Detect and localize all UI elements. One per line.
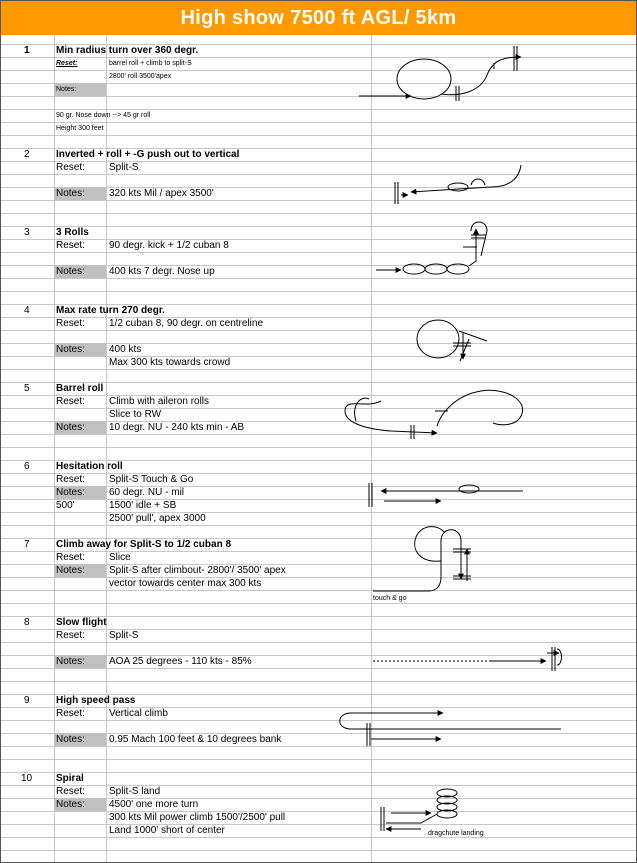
notes-value: 10 degr. NU - 240 kts min - AB xyxy=(109,422,245,433)
reset-value: Split-S land xyxy=(109,786,161,797)
reset-value: Split-S xyxy=(109,162,139,173)
reset-value: Slice xyxy=(109,552,131,563)
notes-label: Notes: xyxy=(56,565,85,576)
maneuver-name: Barrel roll xyxy=(56,383,104,394)
notes-value: 60 degr. NU - mil xyxy=(109,487,185,498)
reset-label: Reset: xyxy=(56,318,85,329)
extra-note: Height 300 feet xyxy=(56,125,104,132)
reset-value: 90 degr. kick + 1/2 cuban 8 xyxy=(109,240,229,251)
reset-label: Reset: xyxy=(56,60,78,67)
maneuver-number: 1 xyxy=(24,45,30,56)
diagram-label: touch & go xyxy=(373,595,407,602)
notes-label: Notes: xyxy=(56,734,85,745)
notes-value: 4500' one more turn xyxy=(109,799,199,810)
reset-value: Split-S xyxy=(109,630,139,641)
reset-label: Reset: xyxy=(56,630,85,641)
maneuver-number: 5 xyxy=(24,383,30,394)
sheet-title: High show 7500 ft AGL/ 5km xyxy=(1,1,636,35)
reset-value: barrel roll + climb to split-S xyxy=(109,60,192,67)
maneuver-name: Max rate turn 270 degr. xyxy=(56,305,165,316)
notes-value: 400 kts 7 degr. Nose up xyxy=(109,266,215,277)
notes-value-3: 2500' pull', apex 3000 xyxy=(109,513,206,524)
reset-value: 1/2 cuban 8, 90 degr. on centreline xyxy=(109,318,264,329)
reset-label: Reset: xyxy=(56,396,85,407)
reset-label: Reset: xyxy=(56,708,85,719)
maneuver-number: 3 xyxy=(24,227,30,238)
notes-value-2: Max 300 kts towards crowd xyxy=(109,357,231,368)
reset-value-2: 2800' roll 3500'apex xyxy=(109,73,172,80)
maneuver-number: 8 xyxy=(24,617,30,628)
notes-value-2: 300 kts Mil power climb 1500'/2500' pull xyxy=(109,812,286,823)
maneuver-name: Inverted + roll + -G push out to vertical xyxy=(56,149,240,160)
reset-value: Split-S Touch & Go xyxy=(109,474,194,485)
maneuver-number: 2 xyxy=(24,149,30,160)
notes-value: 400 kts xyxy=(109,344,142,355)
maneuver-number: 10 xyxy=(21,773,33,784)
notes-value: AOA 25 degrees - 110 kts - 85% xyxy=(109,656,252,667)
reset-value: Vertical climb xyxy=(109,708,168,719)
reset-label: Reset: xyxy=(56,474,85,485)
maneuver-name: Spiral xyxy=(56,773,84,784)
notes-value-3: Land 1000' short of center xyxy=(109,825,225,836)
notes-label: Notes: xyxy=(56,266,85,277)
maneuver-number: 9 xyxy=(24,695,30,706)
diagram-label: dragchute landing xyxy=(428,830,484,837)
notes-label: Notes: xyxy=(56,487,85,498)
reset-label: Reset: xyxy=(56,162,85,173)
reset-value: Climb with aileron rolls xyxy=(109,396,210,407)
extra-note: 90 gr. Nose down --> 45 gr roll xyxy=(56,112,151,119)
notes-label: Notes: xyxy=(56,188,85,199)
reset-label: Reset: xyxy=(56,240,85,251)
notes-value: 0.95 Mach 100 feet & 10 degrees bank xyxy=(109,734,282,745)
maneuver-name: Hesitation roll xyxy=(56,461,123,472)
maneuver-name: Min radius turn over 360 degr. xyxy=(56,45,199,56)
reset-value-2: Slice to RW xyxy=(109,409,162,420)
maneuver-name: 3 Rolls xyxy=(56,227,89,238)
maneuver-name: Slow flight xyxy=(56,617,107,628)
maneuver-name: High speed pass xyxy=(56,695,136,706)
notes-label: Notes: xyxy=(56,656,85,667)
maneuver-number: 4 xyxy=(24,305,30,316)
notes-value-2: 1500' idle + SB xyxy=(109,500,177,511)
notes-label: Notes: xyxy=(56,422,85,433)
notes-value: 320 kts Mil / apex 3500' xyxy=(109,188,214,199)
notes-label: Notes: xyxy=(56,86,77,93)
notes-label: Notes: xyxy=(56,344,85,355)
reset-label: Reset: xyxy=(56,786,85,797)
side-label: 500' xyxy=(56,500,75,511)
maneuver-grid xyxy=(1,35,636,863)
notes-value-2: vector towards center max 300 kts xyxy=(109,578,262,589)
maneuver-name: Climb away for Split-S to 1/2 cuban 8 xyxy=(56,539,232,550)
reset-label: Reset: xyxy=(56,552,85,563)
notes-value: Split-S after climbout- 2800'/ 3500' apex xyxy=(109,565,286,576)
maneuver-number: 6 xyxy=(24,461,30,472)
notes-label: Notes: xyxy=(56,799,85,810)
maneuver-number: 7 xyxy=(24,539,30,550)
